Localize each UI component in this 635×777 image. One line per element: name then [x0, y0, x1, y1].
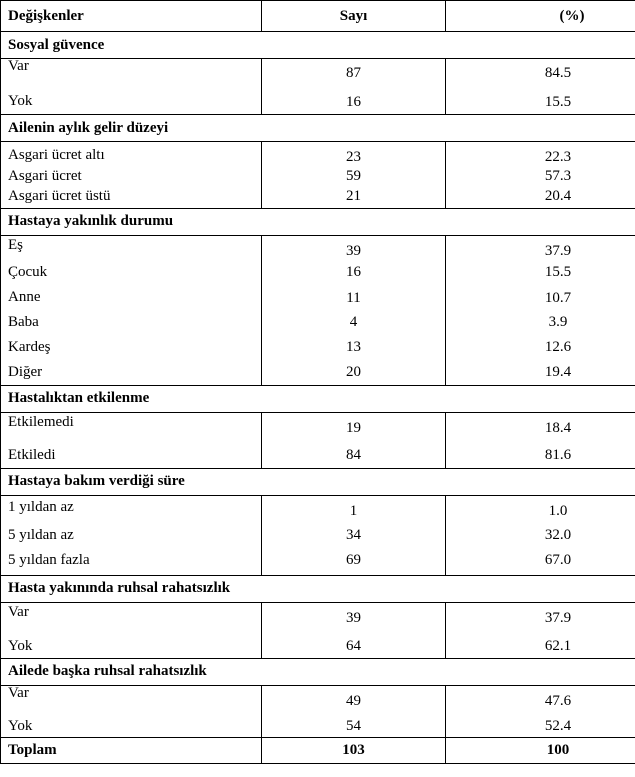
row-label: Etkilemedi — [8, 413, 74, 430]
row-percent-cell — [446, 523, 635, 550]
table-row — [1, 335, 635, 360]
row-label-cell — [1, 633, 262, 658]
row-count-cell — [262, 523, 446, 550]
row-percent-cell — [446, 260, 635, 285]
row-label: Etkiledi — [8, 447, 56, 463]
header-count: Sayı — [262, 1, 446, 32]
table-row — [1, 165, 635, 188]
section-title: Ailede başka ruhsal rahatsızlık — [1, 658, 635, 685]
row-label: Kardeş — [8, 339, 51, 355]
row-label: Eş — [8, 236, 23, 253]
row-count-cell — [262, 335, 446, 360]
row-percent-cell — [446, 165, 635, 188]
row-count-cell — [262, 712, 446, 737]
row-count: 1 — [349, 502, 358, 519]
table-row — [1, 441, 635, 468]
row-count-cell — [262, 188, 446, 208]
section-header — [1, 208, 635, 235]
row-percent: 67.0 — [544, 552, 572, 568]
row-label-cell — [1, 360, 262, 385]
table-row — [1, 89, 635, 115]
row-percent: 81.6 — [544, 447, 572, 463]
row-label-cell — [1, 441, 262, 468]
section-title: Hasta yakınında ruhsal rahatsızlık — [1, 575, 635, 602]
row-label-cell — [1, 712, 262, 737]
row-percent-cell — [446, 412, 635, 441]
row-percent-cell — [446, 712, 635, 737]
row-count-cell — [262, 412, 446, 441]
row-label: Çocuk — [8, 264, 48, 280]
row-count-cell — [262, 285, 446, 310]
row-label: Diğer — [8, 364, 43, 380]
row-label: Var — [8, 58, 29, 74]
row-label: 1 yıldan az — [8, 498, 74, 515]
header-percent: (%) — [446, 1, 635, 32]
table-row — [1, 633, 635, 658]
row-percent: 18.4 — [544, 419, 572, 436]
section-title: Hastalıktan etkilenme — [1, 385, 635, 412]
row-count: 84 — [346, 447, 361, 463]
table-row — [1, 142, 635, 166]
row-count-cell — [262, 685, 446, 712]
table-row — [1, 495, 635, 523]
row-percent: 15.5 — [544, 264, 572, 280]
row-percent-cell — [446, 188, 635, 208]
table-row — [1, 550, 635, 575]
row-count-cell — [262, 89, 446, 115]
row-percent-cell — [446, 685, 635, 712]
table-header — [1, 1, 635, 32]
row-count-cell — [262, 602, 446, 633]
row-percent: 1.0 — [548, 502, 568, 519]
row-count-cell — [262, 165, 446, 188]
row-count: 59 — [346, 168, 361, 184]
row-percent-cell — [446, 310, 635, 335]
row-label-cell — [1, 602, 262, 633]
table-row — [1, 360, 635, 385]
row-count: 64 — [346, 638, 361, 654]
total-percent: 100 — [446, 737, 635, 763]
row-percent-cell — [446, 633, 635, 658]
row-label: 5 yıldan az — [8, 527, 74, 543]
row-label-cell — [1, 142, 262, 166]
row-percent: 84.5 — [544, 65, 572, 81]
row-percent-cell — [446, 550, 635, 575]
row-percent: 62.1 — [544, 638, 572, 654]
row-label-cell — [1, 260, 262, 285]
row-label: Asgari ücret üstü — [8, 188, 111, 204]
row-percent: 37.9 — [544, 242, 572, 259]
row-count-cell — [262, 59, 446, 89]
row-count-cell — [262, 550, 446, 575]
section-title: Ailenin aylık gelir düzeyi — [1, 115, 635, 142]
table-row — [1, 602, 635, 633]
row-percent-cell — [446, 441, 635, 468]
section-header — [1, 115, 635, 142]
row-label-cell — [1, 285, 262, 310]
row-percent-cell — [446, 360, 635, 385]
row-count: 69 — [346, 552, 361, 568]
table-row — [1, 310, 635, 335]
row-label-cell — [1, 165, 262, 188]
row-label: Var — [8, 684, 29, 701]
row-label: 5 yıldan fazla — [8, 552, 90, 568]
row-count: 87 — [346, 65, 361, 81]
row-count: 11 — [346, 290, 361, 306]
row-percent: 32.0 — [544, 527, 572, 543]
table-row — [1, 235, 635, 260]
section-header — [1, 385, 635, 412]
section-title: Hastaya yakınlık durumu — [1, 208, 635, 235]
table-row — [1, 412, 635, 441]
row-count-cell — [262, 310, 446, 335]
row-count: 13 — [346, 339, 361, 355]
table-row — [1, 59, 635, 89]
row-label: Baba — [8, 314, 39, 330]
table-row — [1, 685, 635, 712]
row-count: 19 — [346, 419, 361, 436]
row-label: Yok — [8, 638, 33, 654]
row-count-cell — [262, 142, 446, 166]
section-header — [1, 575, 635, 602]
row-percent: 19.4 — [544, 364, 572, 380]
row-percent-cell — [446, 495, 635, 523]
row-label: Asgari ücret altı — [8, 147, 105, 163]
section-header — [1, 658, 635, 685]
row-count-cell — [262, 260, 446, 285]
row-percent-cell — [446, 335, 635, 360]
row-label-cell — [1, 235, 262, 260]
row-count: 39 — [346, 242, 361, 259]
row-percent-cell — [446, 602, 635, 633]
header-variables: Değişkenler — [1, 1, 262, 32]
row-label-cell — [1, 523, 262, 550]
row-percent-cell — [446, 285, 635, 310]
row-percent-cell — [446, 235, 635, 260]
row-count-cell — [262, 235, 446, 260]
row-percent: 57.3 — [544, 168, 572, 184]
row-label: Yok — [8, 718, 33, 734]
row-label-cell — [1, 495, 262, 523]
row-count: 20 — [346, 364, 361, 380]
row-percent: 20.4 — [544, 188, 572, 204]
row-percent: 52.4 — [544, 718, 572, 734]
row-percent: 15.5 — [544, 93, 572, 110]
row-percent: 10.7 — [544, 290, 572, 306]
row-label: Yok — [8, 92, 33, 109]
row-label-cell — [1, 685, 262, 712]
table-row — [1, 188, 635, 208]
table-row — [1, 523, 635, 550]
total-count: 103 — [262, 737, 446, 763]
row-percent: 3.9 — [548, 314, 568, 330]
row-count-cell — [262, 495, 446, 523]
row-percent: 37.9 — [544, 609, 572, 626]
row-label: Asgari ücret — [8, 168, 82, 184]
row-count: 54 — [346, 718, 361, 734]
row-count-cell — [262, 441, 446, 468]
row-count: 49 — [346, 692, 361, 709]
row-percent-cell — [446, 59, 635, 89]
row-label-cell — [1, 89, 262, 115]
row-count: 16 — [346, 93, 361, 110]
row-count-cell — [262, 360, 446, 385]
row-percent: 22.3 — [544, 149, 572, 165]
row-percent-cell — [446, 89, 635, 115]
section-header — [1, 32, 635, 59]
row-label-cell — [1, 335, 262, 360]
row-count: 4 — [349, 314, 358, 330]
total-label: Toplam — [1, 737, 262, 763]
table-row — [1, 260, 635, 285]
row-label-cell — [1, 310, 262, 335]
section-title: Sosyal güvence — [1, 32, 635, 59]
row-label-cell — [1, 59, 262, 89]
row-count: 21 — [346, 188, 361, 204]
row-count: 39 — [346, 609, 361, 626]
total-row — [1, 737, 635, 763]
row-count: 23 — [346, 149, 361, 165]
row-count: 16 — [346, 264, 361, 280]
row-label: Var — [8, 603, 29, 620]
row-count: 34 — [346, 527, 361, 543]
row-label: Anne — [8, 289, 41, 305]
row-count-cell — [262, 633, 446, 658]
table-row — [1, 285, 635, 310]
section-title: Hastaya bakım verdiği süre — [1, 468, 635, 495]
row-percent: 12.6 — [544, 339, 572, 355]
section-header — [1, 468, 635, 495]
row-label-cell — [1, 188, 262, 208]
row-label-cell — [1, 550, 262, 575]
row-percent-cell — [446, 142, 635, 166]
row-label-cell — [1, 412, 262, 441]
table-row — [1, 712, 635, 737]
row-percent: 47.6 — [544, 692, 572, 709]
